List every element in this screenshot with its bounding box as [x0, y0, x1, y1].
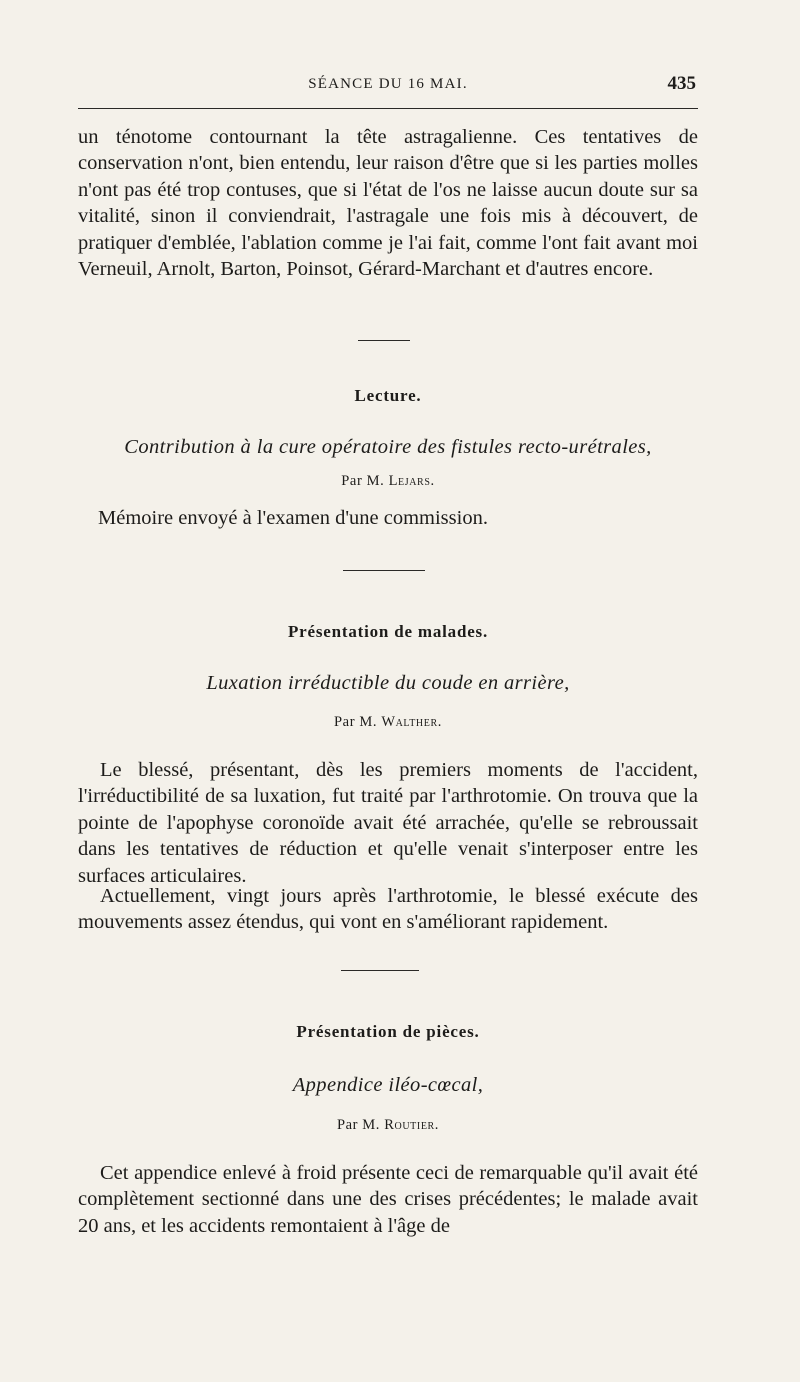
header-rule: [78, 108, 698, 109]
section-divider: [358, 340, 410, 341]
byline-prefix: Par M.: [334, 714, 378, 730]
malades-paragraph-2: Actuellement, vingt jours après l'arthrotomie, le blessé exécute des mouvements assez étendus, qui vont en s'améliorant rapidement.: [78, 885, 698, 934]
intro-paragraph: un ténotome contournant la tête astragalienne. Ces tentatives de conservation n'ont, bien entendu, leur raison d'être que si les parties molles n'ont pas été trop contuses, que si l'état de l'os ne laisse aucun doute sur sa vitalité, sinon il conviendrait, l'astragale une fois mis à découvert, de pratiquer d'emblée, l'ablation comme je l'ai fait, comme l'ont fait avant moi Verneuil, Arnolt, Barton, Poinsot, Gérard-Marchant et d'autres encore.: [78, 126, 698, 281]
running-title: SÉANCE DU 16 MAI.: [308, 76, 468, 92]
running-head: [78, 73, 698, 100]
malades-paragraph-1: Le blessé, présentant, dès les premiers moments de l'accident, l'irréductibilité de sa luxation, fut traité par l'arthrotomie. On trouva que la pointe de l'apophyse coronoïde avait été arrachée, qu'elle se rebroussait dans les tentatives de réduction et qu'elle venait s'interposer entre les surfaces articulaires.: [78, 759, 698, 887]
lecture-heading: Lecture.: [354, 386, 422, 405]
author-name: Routier.: [384, 1117, 440, 1133]
pieces-subject: Appendice iléo-cœcal,: [292, 1074, 484, 1096]
lecture-byline: [78, 473, 698, 490]
section-divider: [341, 970, 419, 971]
malades-heading: Présentation de malades.: [287, 622, 489, 641]
author-name: Lejars.: [388, 473, 435, 489]
malades-subject: Luxation irréductible du coude en arrière,: [206, 672, 570, 694]
author-name: Walther.: [381, 714, 442, 730]
page-number: 435: [667, 73, 696, 94]
byline-prefix: Par M.: [341, 473, 385, 489]
lecture-subject: Contribution à la cure opératoire des fistules recto-urétrales,: [124, 436, 652, 458]
pieces-byline: [78, 1117, 698, 1134]
malades-byline: [78, 714, 698, 731]
pieces-paragraph-1: Cet appendice enlevé à froid présente ceci de remarquable qu'il avait été complètement sectionné dans une des crises précédentes; le malade avait 20 ans, et les accidents remontaient à l'âge de: [78, 1162, 698, 1237]
pieces-heading: Présentation de pièces.: [296, 1022, 480, 1041]
section-divider: [343, 570, 425, 571]
lecture-note: Mémoire envoyé à l'examen d'une commission.: [98, 507, 488, 529]
byline-prefix: Par M.: [336, 1117, 381, 1133]
